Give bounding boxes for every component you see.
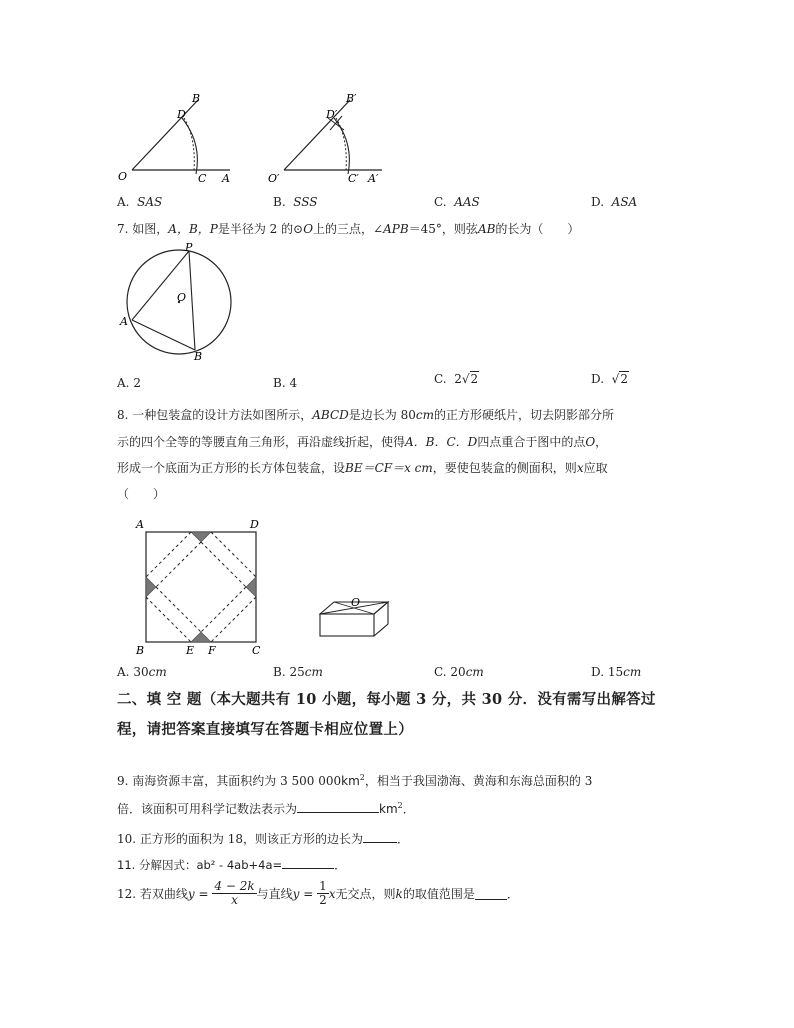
q7-stem [117,220,579,237]
q9-line1-b: ，相当于我国渤海、黄海和东海总面积的 3 [364,774,593,788]
q12-eq1: = [194,886,213,901]
q9-line-2 [117,800,415,817]
q6-option-d-letter: D. [591,195,605,209]
q8-option-d[interactable] [591,665,641,679]
q6-option-a-letter: A. [117,195,130,209]
q12-fraction-2 [317,880,329,907]
q8-label-C: C [252,644,261,657]
q8-square-figure [132,515,272,657]
q11-answer-blank[interactable] [282,857,334,869]
q8-line-1 [117,406,614,423]
q6-option-b[interactable] [273,195,318,209]
q8-option-d-value: 15 [607,665,624,679]
q8-line1-unit: cm [415,408,434,422]
q8-option-d-unit: cm [623,665,642,679]
q6-fig2-label-C: C′ [348,172,359,185]
q12-end: ． [506,887,519,901]
q8-option-a-letter: A. [117,665,130,679]
q11-text: 11. 分解因式：ab² - 4ab+4a= [117,858,283,872]
q6-fig1-label-C: C [198,172,207,185]
q8-option-a[interactable] [117,665,167,679]
q7-label-A: A [120,315,128,328]
q7-option-d-radicand: 2 [620,372,628,386]
q8-line3-b: ，要使包装盒的侧面积，则 [432,461,577,475]
q7-label-O: O [177,291,187,304]
q8-line1-c: 的正方形硬纸片，切去阴影部分所 [433,408,614,422]
q8-box-figure [316,594,396,644]
q7-option-b-letter: B. [273,376,286,390]
q7-option-d-letter: D. [591,372,605,386]
q12 [117,880,519,907]
q7-label-B: B [194,350,203,363]
q9-unit-sup: 2 [359,773,365,782]
q7-option-b[interactable] [273,376,297,390]
q8-option-a-unit: cm [148,665,167,679]
q12-eq2: = [299,886,318,901]
q6-option-c-letter: C. [434,195,447,209]
q8-line2-b: 四点重合于图中的点 [477,435,586,449]
q12-denominator-1: x [231,893,238,907]
q6-option-c[interactable] [434,195,480,209]
q6-fig1-label-A: A [222,172,230,185]
q10-end: ． [396,832,409,846]
q8-option-c-value: 20 [450,665,466,679]
q8-line2-c: ， [595,435,608,449]
q12-k: k [395,886,403,901]
q12-text-d: 的取值范围是 [402,887,475,901]
q8-label-A: A [136,518,144,531]
q6-option-b-text: SSS [293,195,318,209]
q8-option-b-letter: B. [273,665,286,679]
q8-line2-a: 示的四个全等的等腰直角三角形，再沿虚线折起，使得 [117,435,406,449]
q9-line2-b: ． [402,802,415,816]
q6-figure-1 [110,88,250,188]
q8-line3-c: 应取 [583,461,608,475]
q11-end: ． [334,858,347,872]
q7-stem-d: ＝45°，则弦 [408,222,478,236]
q7-option-c-coef: 2 [454,372,462,386]
q6-fig2-label-D: D′ [326,108,338,121]
q6-option-d-text: ASA [611,195,638,209]
q6-fig2-label-O: O′ [268,172,280,185]
q7-circle-name: O [303,222,314,236]
q8-line3-a: 形成一个底面为正方形的长方体包装盒，设 [117,461,346,475]
q7-stem-a: 如图， [132,222,169,236]
q8-line1-a: 8. 一种包装盒的设计方法如图所示， [117,408,313,422]
q10 [117,830,409,847]
q7-circle-figure [117,240,247,365]
q12-x: x [328,886,336,901]
q12-text-c: 无交点，则 [335,887,396,901]
q8-line1-b: 是边长为 80 [348,408,416,422]
q7-option-d[interactable] [591,372,629,386]
q6-fig1-label-O: O [118,170,128,183]
q6-option-a[interactable] [117,195,162,209]
q8-label-D: D [250,518,259,531]
q8-line-2 [117,433,607,450]
q12-fraction-1 [212,880,256,907]
section-2-heading-line-2: 程，请把答案直接填写在答题卡相应位置上） [117,721,413,738]
q7-option-a[interactable] [117,376,141,390]
q8-option-a-value: 30 [133,665,149,679]
q7-chord: AB [477,222,496,236]
q8-line1-var: ABCD [312,408,349,422]
q8-option-c[interactable] [434,665,484,679]
q6-option-c-text: AAS [454,195,480,209]
q7-number: 7. [117,222,129,236]
q10-answer-blank[interactable] [363,831,397,843]
q8-line-4: （ ） [117,487,166,501]
q6-fig1-label-B: B [192,92,201,105]
q7-option-c-radicand: 2 [470,372,479,386]
q8-label-F: F [208,644,216,657]
q7-option-c-letter: C. [434,372,447,386]
q9-unit: km [341,774,360,788]
q12-numerator-2: 1 [319,879,327,893]
q6-fig1-label-D: D [177,108,186,121]
q7-angle: APB [383,222,409,236]
q8-option-c-unit: cm [465,665,484,679]
q12-answer-blank[interactable] [475,888,507,900]
q6-fig2-label-A: A′ [368,172,379,185]
q8-label-E: E [186,644,195,657]
q7-stem-e: 的长为（ ） [495,222,580,236]
q9-answer-blank[interactable] [297,801,379,813]
q12-y1: y [187,886,195,901]
q6-fig2-label-B: B′ [346,92,357,105]
q12-numerator-1: 4 − 2k [214,879,255,893]
q9-unit-2: km [379,802,398,816]
q7-vars: A，B，P [168,222,218,236]
q7-option-a-letter: A. [117,376,130,390]
q8-label-O: O [351,596,361,609]
q8-label-B: B [136,644,145,657]
q6-option-d[interactable] [591,195,637,209]
q12-text-b: 与直线 [256,887,293,901]
q7-stem-b: 是半径为 2 的⊙ [217,222,304,236]
q11 [117,856,346,873]
q7-option-c[interactable] [434,372,479,386]
section-2-heading-line-1: 二、填 空 题（本大题共有 10 小题，每小题 3 分，共 30 分．没有需写出解答过 [117,691,656,708]
q8-line2-o: O [585,435,596,449]
q6-option-a-text: SAS [137,195,163,209]
q10-text: 10. 正方形的面积为 18，则该正方形的边长为 [117,832,363,846]
q8-option-b-value: 25 [289,665,305,679]
q7-stem-c: 上的三点，∠ [313,222,384,236]
q9-line-1 [117,772,592,789]
q8-line-3 [117,459,608,476]
sqrt-icon: √ [461,372,470,386]
q8-line3-eq: BE＝CF＝x cm [345,461,433,475]
q8-option-d-letter: D. [591,665,605,679]
q9-line2-a: 倍．该面积可用科学记数法表示为 [117,802,298,816]
sqrt-icon: √ [611,372,620,386]
q8-option-b[interactable] [273,665,323,679]
q6-figure-2 [266,88,396,188]
q12-y2: y [292,886,300,901]
q9-line1-a: 9. 南海资源丰富，其面积约为 3 500 000 [117,774,342,788]
q8-line2-pts: A．B．C．D [405,435,478,449]
q7-option-b-text: 4 [289,376,298,390]
q8-option-c-letter: C. [434,665,447,679]
q7-label-P: P [185,241,193,254]
q7-option-a-text: 2 [133,376,141,390]
q12-denominator-2: 2 [319,893,327,907]
q8-line3-x: x [576,461,584,475]
q12-text-a: 12. 若双曲线 [117,887,188,901]
q6-option-b-letter: B. [273,195,286,209]
q9-unit-sup-2: 2 [397,801,403,810]
q8-option-b-unit: cm [304,665,323,679]
